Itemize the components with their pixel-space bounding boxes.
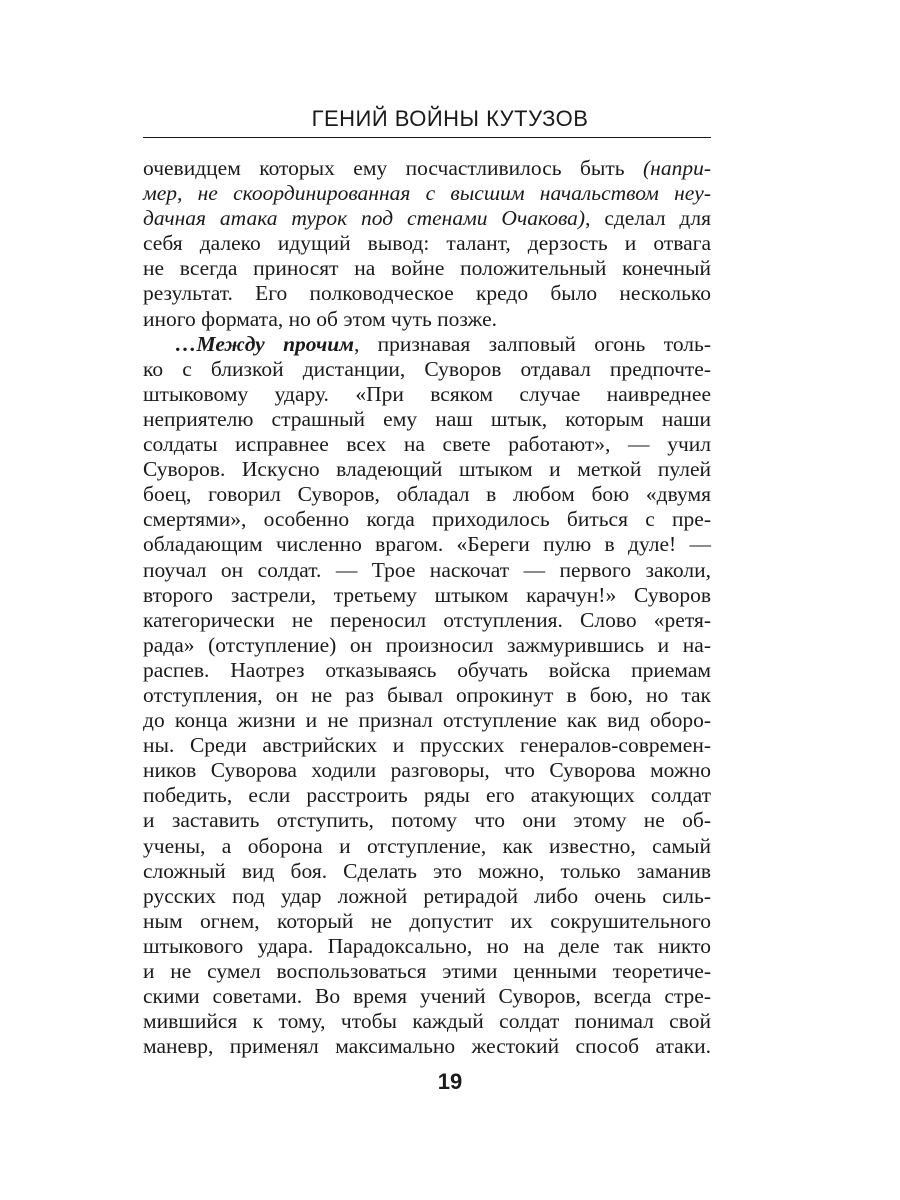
text-line: результат. Его полководческое кредо было несколько	[143, 281, 711, 306]
text-line: маневр, применял максимально жестокий способ атаки.	[143, 1034, 711, 1059]
text-line: дачная атака турок под стенами Очакова), сделал для	[143, 206, 711, 231]
text-line: солдаты исправнее всех на свете работают», — учил	[143, 432, 711, 457]
running-head: ГЕНИЙ ВОЙНЫ КУТУЗОВ	[311, 106, 589, 131]
text-line: распев. Наотрез отказываясь обучать войска приемам	[143, 657, 711, 682]
text-line: неприятелю страшный ему наш штык, которым наши	[143, 406, 711, 431]
text-line: победить, если расстроить ряды его атакующих солдат	[143, 783, 711, 808]
text-line: смертями», особенно когда приходилось биться с пре-	[143, 507, 711, 532]
text-line: скими советами. Во время учений Суворов, всегда стре-	[143, 984, 711, 1009]
text-line: ко с близкой дистанции, Суворов отдавал предпочте-	[143, 356, 711, 381]
text-line: сложный вид боя. Сделать это можно, только заманив	[143, 858, 711, 883]
text-line: и заставить отступить, потому что они этому не об-	[143, 808, 711, 833]
text-line: Суворов. Искусно владеющий штыком и меткой пулей	[143, 457, 711, 482]
body-text	[143, 156, 711, 1059]
text-line: рада» (отступление) он произносил зажмурившись и на-	[143, 632, 711, 657]
page-number: 19	[437, 1069, 463, 1094]
text-line: обладающим численно врагом. «Береги пулю в дуле! —	[143, 532, 711, 557]
text-line: мер, не скоординированная с высшим начальством неу-	[143, 181, 711, 206]
text-line: боец, говорил Суворов, обладал в любом бою «двумя	[143, 482, 711, 507]
text-line: русских под удар ложной ретирадой либо очень силь-	[143, 883, 711, 908]
text-line: штыковому удару. «При всяком случае наивреднее	[143, 381, 711, 406]
text-line: штыкового удара. Парадоксально, но на деле так никто	[143, 933, 711, 958]
text-line: не всегда приносят на войне положительный конечный	[143, 256, 711, 281]
text-line: ным огнем, который не допустит их сокрушительного	[143, 908, 711, 933]
text-line: до конца жизни и не признал отступление как вид оборо-	[143, 708, 711, 733]
text-line: мившийся к тому, чтобы каждый солдат понимал свой	[143, 1009, 711, 1034]
text-line: себя далеко идущий вывод: талант, дерзость и отвага	[143, 231, 711, 256]
text-line: иного формата, но об этом чуть позже.	[143, 306, 498, 331]
header-rule	[143, 137, 711, 138]
text-line: учены, а оборона и отступление, как известно, самый	[143, 833, 711, 858]
text-line: второго застрели, третьему штыком карачун!» Суворов	[143, 582, 711, 607]
text-line: поучал он солдат. — Трое наскочат — первого заколи,	[143, 557, 711, 582]
text-line: и не сумел воспользоваться этими ценными теоретиче-	[143, 959, 711, 983]
text-line: отступления, он не раз бывал опрокинут в бою, но так	[143, 682, 711, 707]
text-line: очевидцем которых ему посчастливилось быть (напри-	[143, 156, 711, 180]
text-line: …Между прочим, признавая залповый огонь толь-	[175, 331, 711, 356]
text-line: ников Суворова ходили разговоры, что Суворова можно	[143, 758, 711, 783]
text-line: ны. Среди австрийских и прусских генералов-современ-	[143, 733, 711, 758]
text-line: категорически не переносил отступления. Слово «ретя-	[143, 607, 711, 632]
